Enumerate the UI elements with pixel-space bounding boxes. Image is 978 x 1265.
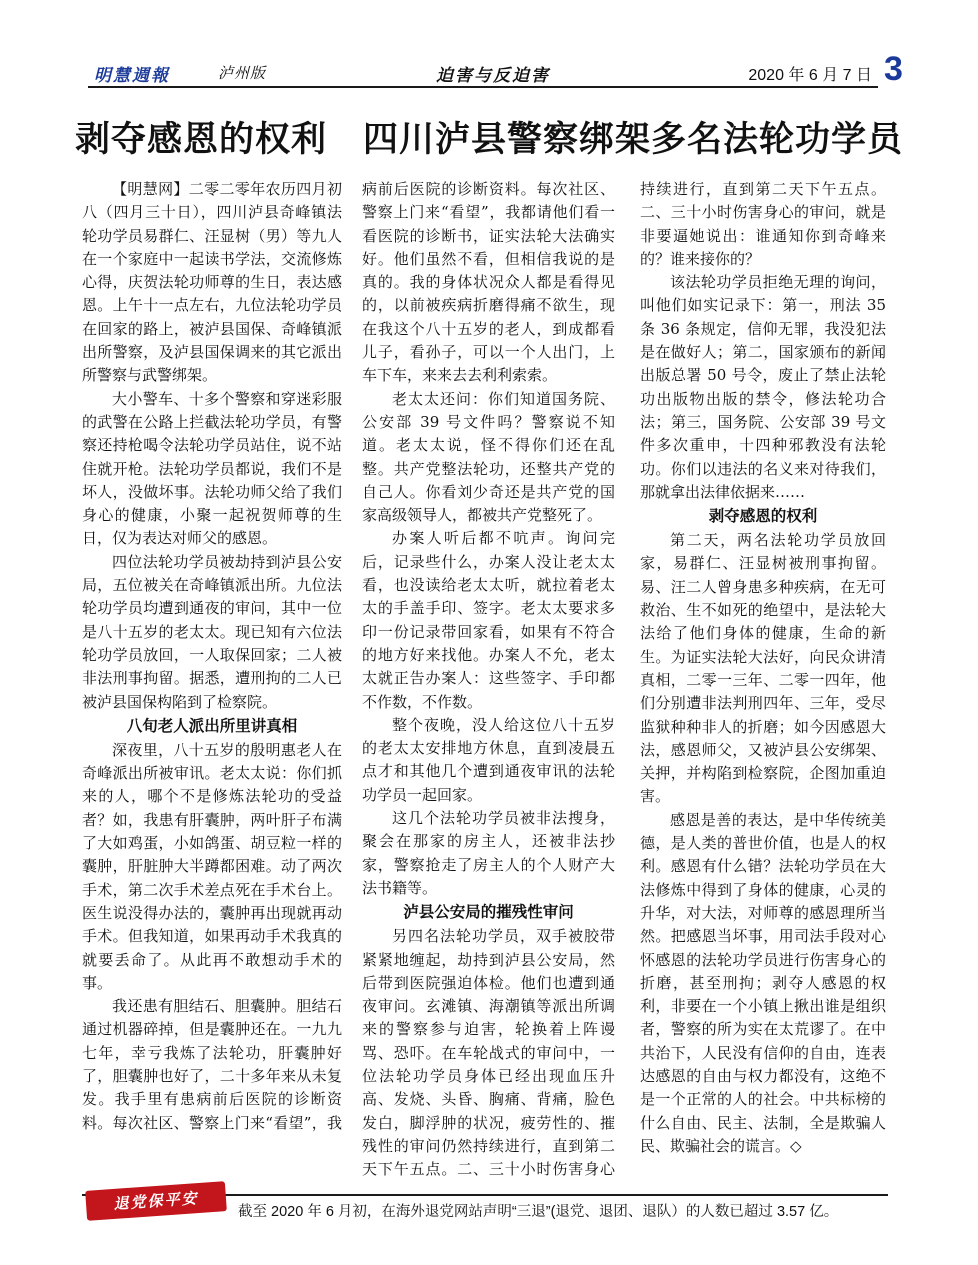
page-footer bbox=[0, 1186, 978, 1226]
article-paragraph: 另四名法轮功学员，双手被胶带紧紧地缠起，劫持到泸县公安局，然后带到医院强迫体检。他们也遭到通夜审问。玄滩镇、海潮镇等派出所调来的警察参与迫害，轮换着上阵谩骂、恐吓。在车轮战式的审问中，一位法轮功学员身体已经出现血压升高、发烧、头昏、胸痛、背痛，脸色发白，脚浮肿的状况，疲劳性的、摧残性的审问仍然持续进行，直到第二天下午五点。二、三十小时伤害身心 bbox=[362, 927, 615, 1179]
section-title: 迫害与反迫害 bbox=[436, 66, 550, 86]
page-header bbox=[88, 58, 878, 88]
article-paragraph: 老太太还问：你们知道国务院、公安部 39 号文件吗？警察说不知道。老太太说，怪不得你们还在乱整。共产党整法轮功，还整共产党的自己人。你看刘少奇还是共产党的国家高级领导人，都被共产党整死了。 bbox=[362, 389, 615, 525]
article-paragraph-continued: 病前后医院的诊断资料。每次社区、警察上门来“看望”，我都请他们看一看医院的诊断书，证实法轮大法确实好。他们虽然不看，但相信我说的是真的。我的身体状况众人都是看得见的，以前被疾病折磨得痛不欲生，现在我这个八十五岁的老人，到成都看儿子，看孙子，可以一个人出门，上车下车，来来去去利利索索。 bbox=[362, 180, 615, 385]
page-number: 3 bbox=[884, 50, 903, 88]
article-paragraph: 四位法轮功学员被劫持到泸县公安局，五位被关在奇峰镇派出所。九位法轮功学员均遭到通夜的审问，其中一位是八十五岁的老太太。现已知有六位法轮功学员放回，一人取保回家；二人被非法刑事拘留。据悉，遭刑拘的二人已被泸县国保构陷到了检察院。 bbox=[82, 552, 342, 711]
article-column-3 bbox=[640, 178, 886, 1158]
article-headline bbox=[0, 112, 978, 162]
badge-label: 退党保平安 bbox=[112, 1189, 200, 1213]
newspaper-brand: 明慧週報 bbox=[94, 66, 170, 86]
article-paragraph: 这几个法轮功学员被非法搜身，聚会在那家的房主人，还被非法抄家，警察抢走了房主人的个人财产大法书籍等。 bbox=[362, 809, 615, 897]
issue-date: 2020 年 6 月 7 日 bbox=[748, 67, 872, 84]
article-paragraph: 深夜里，八十五岁的殷明惠老人在奇峰派出所被审讯。老太太说：你们抓来的人，哪个不是修炼法轮功的受益者？如，我患有肝囊肿，两叶肝子布满了大如鸡蛋，小如鸽蛋、胡豆粒一样的囊肿，肝脏肿大半蹲都困难。动了两次手术，第二次手术差点死在手术台上。医生说没得办法的，囊肿再出现就再动手术。但我知道，如果再动手术我真的就要丢命了。从此再不敢想动手术的事。 bbox=[82, 740, 342, 992]
subheading: 剥夺感恩的权利 bbox=[708, 507, 818, 526]
footer-notice: 截至 2020 年 6 月初，在海外退党网站声明“三退”(退党、退团、退队）的人数已超过 3.57 亿。 bbox=[238, 1204, 839, 1220]
article-paragraph: 该法轮功学员拒绝无理的询问，叫他们如实记录下：第一，刑法 35 条 36 条规定，信仰无罪，我没犯法是在做好人；第二，国家颁布的新闻出版总署 50 号令，废止了禁止法轮功出版物出版的禁令，修法轮功合法；第三，国务院、公安部 39 号文件多次重申，十四种邪教没有法轮功。你们以违法的名义来对待我们，那就拿出法律依据来…… bbox=[640, 273, 886, 501]
article-column-1 bbox=[82, 178, 342, 1135]
article-paragraph: 大小警车、十多个警察和穿迷彩服的武警在公路上拦截法轮功学员，有警察还持枪喝令法轮功学员站住，说不站住就开枪。法轮功学员都说，我们不是坏人，没做坏事。法轮功师父给了我们身心的健康，小聚一起祝贺师尊的生日，仅为表达对师父的感恩。 bbox=[82, 389, 342, 548]
article-paragraph: 我还患有胆结石、胆囊肿。胆结石通过机器碎掉，但是囊肿还在。一九九七年，幸亏我炼了法轮功，肝囊肿好了，胆囊肿也好了，二十多年来从未复发。我手里有患病前后医院的诊断资料。每次社区、警察上门来“看望”，我 bbox=[82, 997, 342, 1132]
article-column-2 bbox=[362, 178, 615, 1181]
article-paragraph: 第二天，两名法轮功学员放回家，易群仁、汪显树被刑事拘留。易、汪二人曾身患多种疾病，在无可救治、生不如死的绝望中，是法轮大法给了他们身体的健康，生命的新生。为证实法轮大法好，向民众讲清真相，二零一三年、二零一四年，他们分别遭非法判刑四年、三年，受尽监狱种种非人的折磨；如今因感恩大法，感恩师父，又被泸县公安绑架、关押，并构陷到检察院，企图加重迫害。 bbox=[640, 531, 886, 806]
subheading: 八旬老人派出所里讲真相 bbox=[126, 716, 298, 735]
article-paragraph: 【明慧网】二零二零年农历四月初八（四月三十日），四川泸县奇峰镇法轮功学员易群仁、汪显树（男）等九人在一个家庭中一起读书学法，交流修炼心得，庆贺法轮功师尊的生日，表达感恩。上午十一点左右，九位法轮功学员在回家的路上，被泸县国保、奇峰镇派出所警察，及泸县国保调来的其它派出所警察与武警绑架。 bbox=[82, 180, 342, 385]
headline-part-1: 剥夺感恩的权利 bbox=[74, 120, 327, 160]
edition-label: 泸州版 bbox=[218, 64, 267, 82]
article-paragraph: 感恩是善的表达，是中华传统美德，是人类的普世价值，也是人的权利。感恩有什么错？法轮功学员在大法修炼中得到了身体的健康，心灵的升华，对大法，对师尊的感恩理所当然。把感恩当坏事，用司法手段对心怀感恩的法轮功学员进行伤害身心的折磨，甚至刑拘；剥夺人感恩的权利，非要在一个小镇上揪出谁是组织者，警察的所为实在太荒谬了。在中共治下，人民没有信仰的自由，连表达感恩的自由与权力都没有，这绝不是一个正常的人的社会。中共标榜的什么自由、民主、法制，全是欺骗人民、欺骗社会的谎言。◇ bbox=[640, 810, 886, 1155]
quit-party-badge bbox=[85, 1181, 227, 1221]
subheading: 泸县公安局的摧残性审问 bbox=[403, 903, 574, 922]
article-paragraph: 办案人听后都不吭声。询问完后，记录些什么，办案人没让老太太看，也没读给老太太听，就拉着老太太的手盖手印、签字。老太太要求多印一份记录带回家看，如果有不符合的地方好来找他。办案人不允，老太太就正告办案人：这些签字、手印都不作数，不作数。 bbox=[362, 529, 615, 711]
headline-part-2: 四川泸县警察绑架多名法轮功学员 bbox=[363, 120, 904, 160]
article-paragraph: 整个夜晚，没人给这位八十五岁的老太太安排地方休息，直到凌晨五点才和其他几个遭到通夜审讯的法轮功学员一起回家。 bbox=[362, 715, 615, 804]
article-paragraph-continued: 持续进行，直到第二天下午五点。二、三十小时伤害身心的审问，就是非要逼她说出：谁通知你到奇峰来的？谁来接你的？ bbox=[640, 180, 886, 268]
